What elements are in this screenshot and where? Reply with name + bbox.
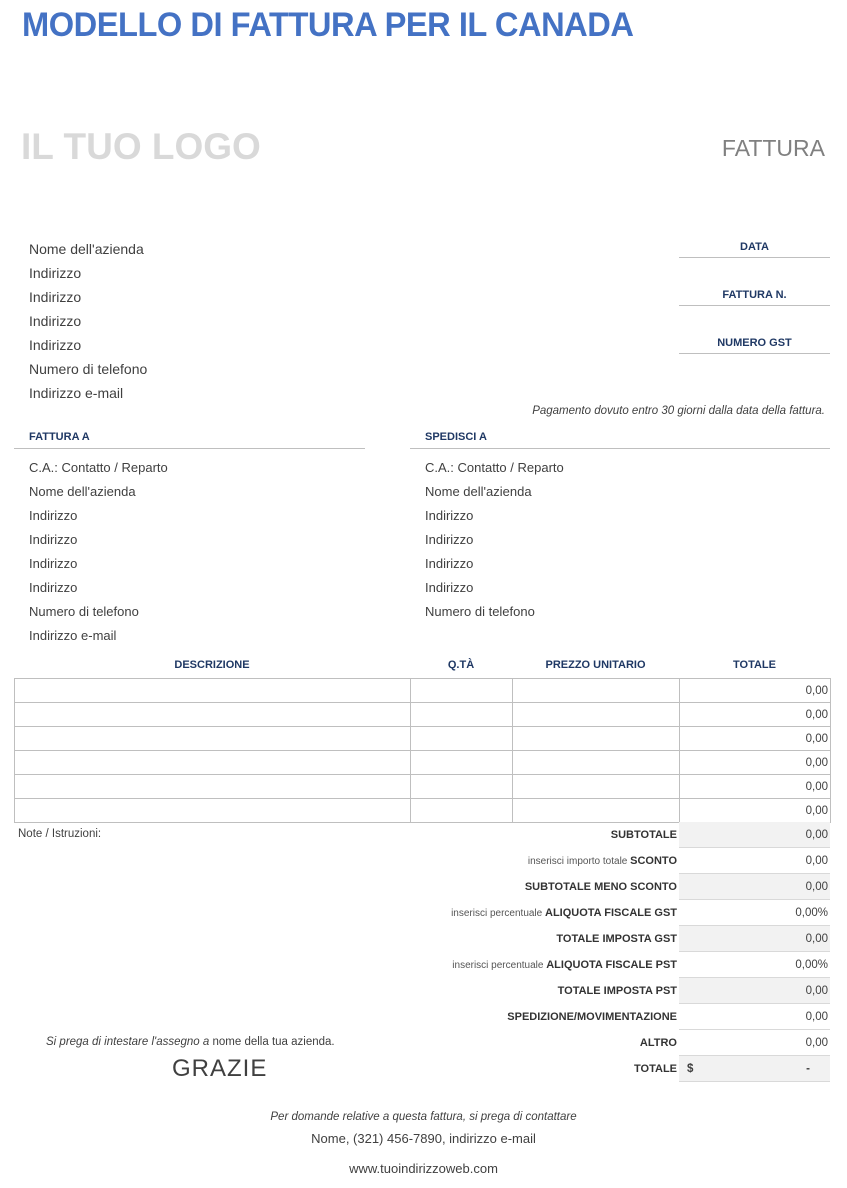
sender-address[interactable]: Indirizzo xyxy=(29,337,82,353)
bill-to-address[interactable]: Indirizzo xyxy=(29,508,78,523)
ship-to-contact[interactable]: C.A.: Contatto / Reparto xyxy=(425,460,564,475)
bill-to-email[interactable]: Indirizzo e-mail xyxy=(29,628,117,643)
summary-row-pst-rate xyxy=(400,952,830,978)
table-row xyxy=(15,799,831,823)
summary-label: ALIQUOTA FISCALE PST xyxy=(546,959,677,971)
summary-label: SCONTO xyxy=(630,855,677,867)
unit-price-cell[interactable] xyxy=(513,703,680,727)
summary-label: TOTALE IMPOSTA PST xyxy=(557,985,677,997)
bill-to-address[interactable]: Indirizzo xyxy=(29,580,78,595)
column-header-unit-price: PREZZO UNITARIO xyxy=(545,659,646,671)
ship-to-company[interactable]: Nome dell'azienda xyxy=(425,484,532,499)
summary-row-subtotal-less-discount xyxy=(400,874,830,900)
footer-contact-intro: Per domande relative a questa fattura, si prega di contattare xyxy=(270,1111,577,1123)
summary-label: TOTALE IMPOSTA GST xyxy=(556,933,677,945)
ship-to-address[interactable]: Indirizzo xyxy=(425,556,474,571)
unit-price-cell[interactable] xyxy=(513,679,680,703)
ship-to-block xyxy=(425,456,564,624)
total-label: TOTALE xyxy=(634,1063,677,1075)
unit-price-cell[interactable] xyxy=(513,775,680,799)
sender-block xyxy=(29,237,147,405)
ship-to-address[interactable]: Indirizzo xyxy=(425,508,474,523)
qty-cell[interactable] xyxy=(411,727,513,751)
summary-row-other xyxy=(400,1030,830,1056)
pst-total-value: 0,00 xyxy=(679,978,830,1004)
summary-label: SPEDIZIONE/MOVIMENTAZIONE xyxy=(507,1011,677,1023)
bill-to-phone[interactable]: Numero di telefono xyxy=(29,604,139,619)
table-row xyxy=(15,775,831,799)
sender-address[interactable]: Indirizzo xyxy=(29,313,82,329)
sender-address[interactable]: Indirizzo xyxy=(29,289,82,305)
total-cell: 0,00 xyxy=(680,679,831,703)
summary-hint: inserisci percentuale xyxy=(452,960,547,971)
other-input[interactable]: 0,00 xyxy=(679,1030,830,1056)
column-header-qty: Q.TÀ xyxy=(447,659,475,671)
notes-label[interactable]: Note / Istruzioni: xyxy=(18,828,102,840)
summary-row-pst-total xyxy=(400,978,830,1004)
summary-label: SUBTOTALE xyxy=(610,829,677,841)
summary-hint: inserisci importo totale xyxy=(527,856,631,867)
qty-cell[interactable] xyxy=(411,799,513,823)
qty-cell[interactable] xyxy=(411,751,513,775)
sender-phone[interactable]: Numero di telefono xyxy=(29,361,148,377)
footer-contact-details[interactable]: Nome, (321) 456-7890, indirizzo e-mail xyxy=(311,1131,536,1146)
summary-row-total xyxy=(400,1056,830,1082)
description-cell[interactable] xyxy=(15,799,411,823)
cheque-instruction xyxy=(46,1036,335,1048)
ship-to-address[interactable]: Indirizzo xyxy=(425,532,474,547)
table-row xyxy=(15,751,831,775)
table-row xyxy=(15,727,831,751)
line-items-table xyxy=(14,678,831,823)
qty-cell[interactable] xyxy=(411,703,513,727)
bill-to-block xyxy=(29,456,168,648)
column-header-description: DESCRIZIONE xyxy=(174,659,250,671)
invoice-number-field[interactable]: FATTURA N. xyxy=(679,289,830,306)
summary-label: SUBTOTALE MENO SCONTO xyxy=(524,881,677,893)
shipping-input[interactable]: 0,00 xyxy=(679,1004,830,1030)
description-cell[interactable] xyxy=(15,703,411,727)
bill-to-address[interactable]: Indirizzo xyxy=(29,556,78,571)
bill-to-heading: FATTURA A xyxy=(14,431,365,449)
cheque-company-name[interactable]: nome della tua azienda. xyxy=(212,1036,335,1048)
sender-company[interactable]: Nome dell'azienda xyxy=(29,241,144,257)
qty-cell[interactable] xyxy=(411,679,513,703)
summary-row-discount xyxy=(400,848,830,874)
summary-label: ALTRO xyxy=(639,1037,677,1049)
table-row xyxy=(15,703,831,727)
sender-email[interactable]: Indirizzo e-mail xyxy=(29,385,124,401)
unit-price-cell[interactable] xyxy=(513,727,680,751)
unit-price-cell[interactable] xyxy=(513,799,680,823)
bill-to-company[interactable]: Nome dell'azienda xyxy=(29,484,136,499)
gst-number-field[interactable]: NUMERO GST xyxy=(679,337,830,354)
description-cell[interactable] xyxy=(15,775,411,799)
ship-to-address[interactable]: Indirizzo xyxy=(425,580,474,595)
discount-input[interactable]: 0,00 xyxy=(679,848,830,874)
total-cell: 0,00 xyxy=(680,727,831,751)
document-type: FATTURA xyxy=(721,135,825,161)
cheque-prefix: Si prega di intestare l'assegno a xyxy=(46,1036,213,1048)
date-field[interactable]: DATA xyxy=(679,241,830,258)
summary-row-gst-total xyxy=(400,926,830,952)
ship-to-heading: SPEDISCI A xyxy=(410,431,830,449)
subtotal-value: 0,00 xyxy=(679,822,830,848)
unit-price-cell[interactable] xyxy=(513,751,680,775)
pst-rate-input[interactable]: 0,00% xyxy=(679,952,830,978)
table-row xyxy=(15,679,831,703)
bill-to-address[interactable]: Indirizzo xyxy=(29,532,78,547)
payment-terms: Pagamento dovuto entro 30 giorni dalla data della fattura. xyxy=(532,405,825,417)
gst-rate-input[interactable]: 0,00% xyxy=(679,900,830,926)
summary-hint: inserisci percentuale xyxy=(451,908,545,919)
gst-total-value: 0,00 xyxy=(679,926,830,952)
total-cell: 0,00 xyxy=(680,703,831,727)
page-title: MODELLO DI FATTURA PER IL CANADA xyxy=(22,6,634,44)
summary-label: ALIQUOTA FISCALE GST xyxy=(545,907,677,919)
thank-you: GRAZIE xyxy=(172,1055,268,1082)
column-header-total: TOTALE xyxy=(733,659,776,671)
total-cell: 0,00 xyxy=(680,751,831,775)
grand-total-value: - xyxy=(806,1062,810,1075)
qty-cell[interactable] xyxy=(411,775,513,799)
subtotal-less-discount-value: 0,00 xyxy=(679,874,830,900)
footer-website[interactable]: www.tuoindirizzoweb.com xyxy=(349,1161,498,1176)
description-cell[interactable] xyxy=(15,679,411,703)
sender-address[interactable]: Indirizzo xyxy=(29,265,82,281)
summary-row-gst-rate xyxy=(400,900,830,926)
bill-to-contact[interactable]: C.A.: Contatto / Reparto xyxy=(29,460,168,475)
total-value-box xyxy=(679,1056,830,1082)
currency-symbol: $ xyxy=(687,1062,694,1075)
summary-row-subtotal xyxy=(400,822,830,848)
ship-to-phone[interactable]: Numero di telefono xyxy=(425,604,535,619)
logo-placeholder[interactable]: IL TUO LOGO xyxy=(21,126,261,167)
description-cell[interactable] xyxy=(15,751,411,775)
total-cell: 0,00 xyxy=(680,775,831,799)
total-cell: 0,00 xyxy=(680,799,831,823)
description-cell[interactable] xyxy=(15,727,411,751)
summary-row-shipping xyxy=(400,1004,830,1030)
